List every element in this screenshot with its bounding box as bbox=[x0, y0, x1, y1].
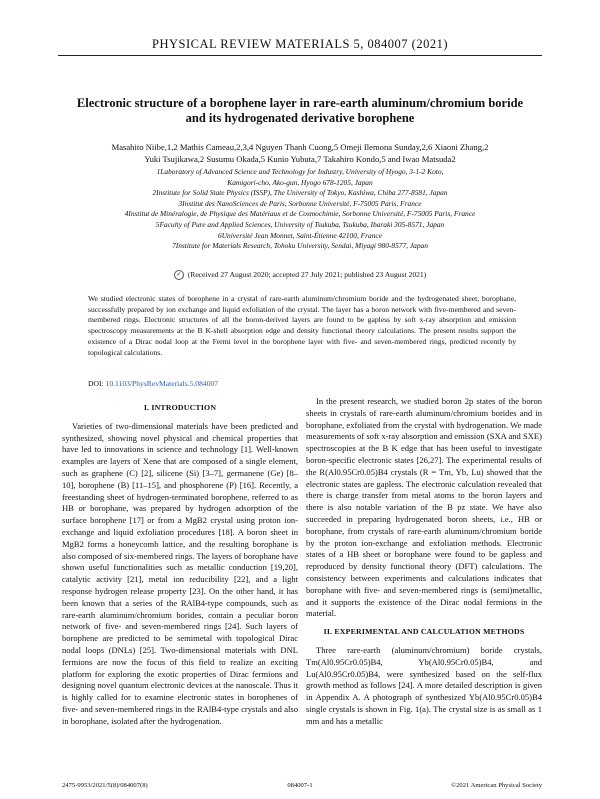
paragraph: Three rare-earth (aluminum/chromium) boride crystals, Tm(Al0.95Cr0.05)B4, Yb(Al0.95Cr0.05)B4, and Lu(Al0.95Cr0.05)B4, were synthesized based on the self-flux growth method as follows [24]. A more detailed description is given in Appendix A. A photograph of synthesized Yb(Al0.95Cr0.05)B4 single crystals is shown in Fig. 1(a). The crystal size is as small as 1 mm and has a metallic bbox=[306, 644, 542, 726]
title-line-1: Electronic structure of a borophene layer in rare-earth aluminum/chromium boride bbox=[76, 96, 524, 110]
received-text: (Received 27 August 2020; accepted 27 July 2021; published 23 August 2021) bbox=[187, 270, 427, 279]
affiliation-line: 4Institut de Minéralogie, de Physique des Matériaux et de Cosmochimie, Sorbonne Université, F-75005 Paris, France bbox=[124, 209, 476, 219]
footer-copyright: ©2021 American Physical Society bbox=[451, 782, 542, 789]
affiliation-line: 7Institute for Materials Research, Tohoku University, Sendai, Miyagi 980-8577, Japan bbox=[172, 241, 428, 251]
left-column bbox=[62, 396, 298, 728]
section-heading-methods: II. EXPERIMENTAL AND CALCULATION METHODS bbox=[323, 627, 525, 637]
affiliation-line: 6Université Jean Monnet, Saint-Étienne 42100, France bbox=[218, 230, 382, 240]
authors-line-1: Masahito Niibe,1,2 Mathis Cameau,2,3,4 Nguyen Thanh Cuong,5 Omeji Ilemona Sunday,2,6 Xiaoni Zhang,2 bbox=[111, 142, 489, 152]
affiliations bbox=[62, 167, 538, 252]
section-heading-introduction: I. INTRODUCTION bbox=[143, 403, 217, 412]
title-line-2: and its hydrogenated derivative borophene bbox=[185, 111, 415, 125]
doi-link[interactable]: 10.1103/PhysRevMaterials.5.084007 bbox=[105, 379, 219, 388]
author-list bbox=[62, 142, 538, 165]
paragraph: Varieties of two-dimensional materials have been predicted and synthesized, showing novel physical and chemical properties that have led to innovations in science and technology [1]. Well-known examples are layers of Xene that are composed of a single element, such as graphene (C) [2], silicene (Si) [3–7], germanene (Ge) [8–10], borophene (B) [11–15], and phosphorene (P) [16]. Recently, a freestanding sheet of hydrogen-terminated borophene, referred to as HB or borophane, was prepared by hydrogen adsorption of the surface borophene [17] or from a MgB2 crystal using proton ion-exchange and liquid exfoliation procedures [18]. A boron sheet in MgB2 forms a honeycomb lattice, and the resulting borophane is also composed of six-membered rings. The layers of borophane have shown useful functionalities such as metallic conduction [19,20], catalytic activity [21], metal ion reducibility [22], and a light response hydrogen release property [23]. On the other hand, it has been known that a series of the RAlB4-type compounds, such as rare-earth aluminum/chromium borides, contain a peculiar boron network of five- and seven-membered rings [24]. Such layers of borophene are predicted to be semimetal with topological Dirac nodal loops (DNLs) [25]. Two-dimensional materials with DNL fermions are now the focus of this field to realize an exciting platform for exploring the exotic properties of Dirac fermions and designing novel quantum electronic devices at the nanoscale. Thus it is highly called for to examine electronic states in borophenes of five- and seven-membered rings in the RAlB4-type crystals and also in borophane, isolated after the hydrogenation. bbox=[62, 420, 298, 726]
right-column bbox=[306, 396, 542, 728]
crossmark-icon[interactable]: ✓ bbox=[174, 270, 184, 280]
affiliation-line: Kamigori-cho, Ako-gun, Hyogo 678-1205, Japan bbox=[227, 177, 373, 187]
doi-line bbox=[88, 379, 218, 388]
article-title bbox=[70, 96, 530, 126]
affiliation-line: 3Institut des NanoSciences de Paris, Sorbonne Université, F-75005 Paris, France bbox=[178, 198, 422, 208]
affiliation-line: 5Faculty of Pure and Applied Sciences, University of Tsukuba, Tsukuba, Ibaraki 305-8571, Japan bbox=[155, 219, 445, 229]
authors-line-2: Yuki Tsujikawa,2 Susumu Okada,5 Kunio Yubuta,7 Takahiro Kondo,5 and Iwao Matsuda2 bbox=[144, 153, 456, 164]
abstract: We studied electronic states of borophene in a crystal of rare-earth aluminum/chromium boride and the hydrogenated sheet, borophane, successfully prepared by ion exchange and liquid exfoliation of the crystal. The layer has a boron network with five-membered and seven-membered rings. Electronic structures of all the boron-derived layers are found to be gapless by soft x-ray absorption and emission spectroscopy measurements at the B K-shell absorption edge and density functional theory calculations. The present results support the existence of a Dirac nodal loop at the Fermi level in the borophene layer with five- and seven-membered rings, predicted recently by topological calculations. bbox=[88, 294, 516, 357]
paragraph: In the present research, we studied boron 2p states of the boron sheets in crystals of rare-earth aluminum/chromium borides and in borophane, exfoliated from the crystal with hydrogenation. We made measurements of soft x-ray absorption and emission (SXA and SXE) spectroscopies at the B K edge that has been useful to investigate boron-specific electronic states [26,27]. The experimental results of the R(Al0.95Cr0.05)B4 crystals (R = Tm, Yb, Lu) showed that the electronic states are gapless. The electronic calculation revealed that there is charge transfer from metal atoms to the boron layers and there is also notable variation of the B pz state. We have also succeeded in preparing hydrogenated boron sheets, i.e., HB or borophane, from crystals of rare-earth aluminum/chromium boride by the proton ion-exchange and exfoliation methods. Electronic states of a HB sheet or borophane were found to be gapless and reproduced by density functional theory (DFT) calculations. The consistency between experiments and calculations indicates that borophane with five- and seven-membered rings is (semi)metallic, and it supports the existence of the Dirac nodal fermions in the material. bbox=[306, 396, 542, 619]
affiliation-line: 1Laboratory of Advanced Science and Technology for Industry, University of Hyogo, 3-1-2 Koto, bbox=[156, 167, 444, 176]
received-dates bbox=[0, 270, 600, 280]
doi-label: DOI: bbox=[88, 379, 104, 388]
journal-header: PHYSICAL REVIEW MATERIALS 5, 084007 (2021) bbox=[152, 37, 448, 51]
header-rule bbox=[58, 55, 542, 56]
affiliation-line: 2Institute for Solid State Physics (ISSP), The University of Tokyo, Kashiwa, Chiba 277-8581, Japan bbox=[152, 188, 448, 198]
footer-issn: 2475-9953/2021/5(8)/084007(8) bbox=[62, 782, 148, 789]
footer-page-number: 084007-1 bbox=[287, 782, 313, 789]
